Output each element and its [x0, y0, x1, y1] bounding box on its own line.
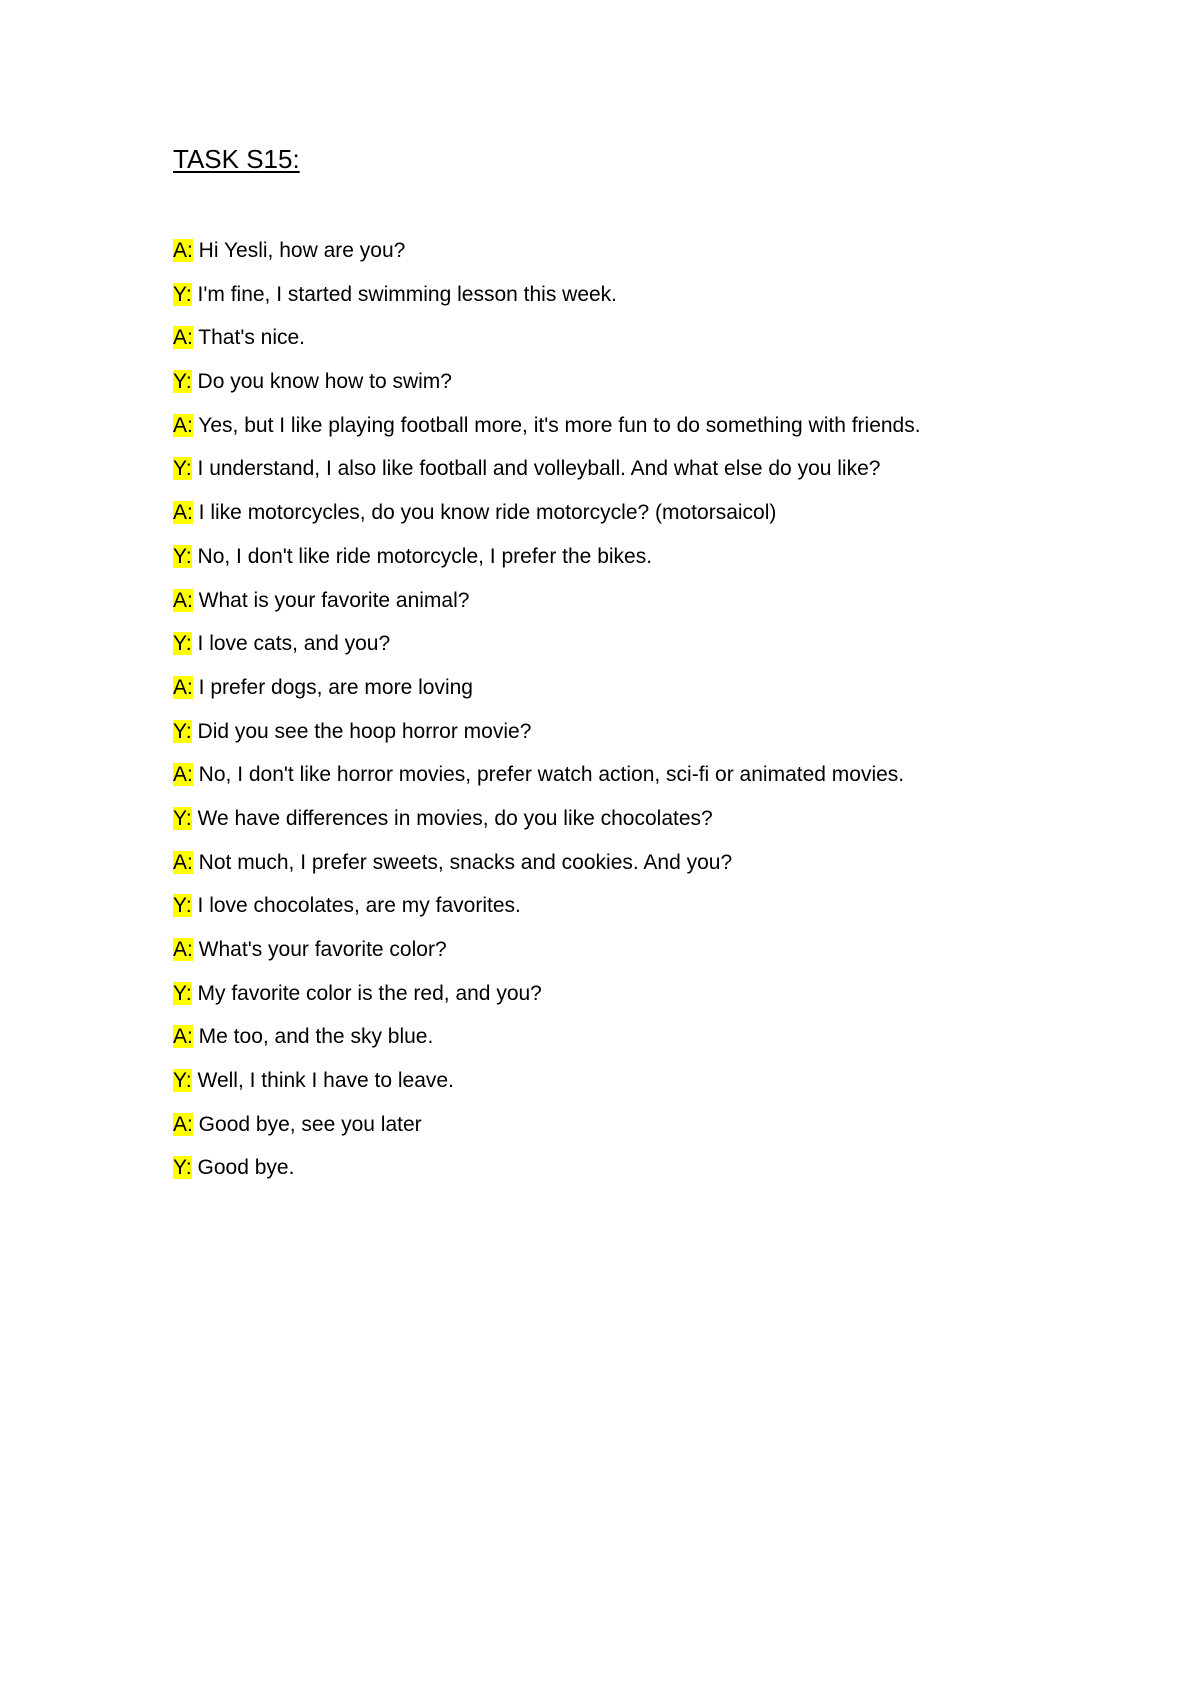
speaker-label: A:: [173, 850, 193, 874]
speaker-label: A:: [173, 938, 193, 961]
speaker-label: Y:: [173, 1069, 192, 1093]
line-text: I love chocolates, are my favorites.: [191, 894, 521, 918]
speaker-label: A:: [173, 326, 193, 350]
dialogue-line: [173, 1066, 1173, 1110]
line-text: Yes, but I like playing football more, it's more fun to do something with friends.: [192, 413, 921, 437]
dialogue-line: [173, 673, 1173, 717]
speaker-label: Y:: [173, 719, 192, 743]
line-text: What's your favorite color?: [192, 938, 447, 961]
line-text: I prefer dogs, are more loving: [192, 675, 473, 699]
speaker-label: Y:: [173, 632, 192, 656]
line-text: Not much, I prefer sweets, snacks and cookies. And you?: [192, 850, 733, 874]
dialogue-line: [173, 323, 1173, 367]
speaker-label: A:: [173, 413, 193, 437]
line-text: Well, I think I have to leave.: [191, 1069, 454, 1093]
speaker-label: Y:: [173, 894, 192, 918]
speaker-label: A:: [173, 1025, 193, 1049]
line-text: Did you see the hoop horror movie?: [191, 719, 532, 743]
speaker-label: Y:: [173, 457, 192, 481]
line-text: I'm fine, I started swimming lesson this week.: [191, 282, 618, 306]
line-text: What is your favorite animal?: [192, 588, 470, 612]
line-text: We have differences in movies, do you like chocolates?: [191, 806, 713, 830]
line-text: No, I don't like horror movies, prefer watch action, sci-fi or animated movies.: [192, 763, 905, 787]
dialogue-line: [173, 1153, 1173, 1197]
speaker-label: Y:: [173, 370, 192, 394]
line-text: I understand, I also like football and volleyball. And what else do you like?: [191, 457, 881, 481]
dialogue-line: [173, 236, 1173, 280]
speaker-label: A:: [173, 763, 193, 787]
line-text: My favorite color is the red, and you?: [191, 981, 542, 1005]
dialogue-line: [173, 586, 1173, 630]
line-text: Do you know how to swim?: [191, 370, 452, 394]
speaker-label: A:: [173, 588, 193, 612]
speaker-label: A:: [173, 239, 193, 262]
dialogue-line: [173, 280, 1173, 324]
dialogue-line: [173, 804, 1173, 848]
speaker-label: Y:: [173, 981, 192, 1005]
speaker-label: Y:: [173, 544, 192, 568]
speaker-label: A:: [173, 675, 193, 699]
dialogue-line: [173, 454, 1173, 498]
speaker-label: Y:: [173, 282, 192, 306]
line-text: I love cats, and you?: [191, 632, 391, 656]
speaker-label: A:: [173, 501, 193, 525]
line-text: No, I don't like ride motorcycle, I prefer the bikes.: [191, 544, 653, 568]
dialogue-line: [173, 1110, 1173, 1154]
line-text: Good bye, see you later: [192, 1112, 422, 1136]
dialogue-line: [173, 498, 1173, 542]
line-text: Hi Yesli, how are you?: [192, 239, 406, 262]
line-text: I like motorcycles, do you know ride motorcycle? (motorsaicol): [192, 501, 777, 525]
line-text: Me too, and the sky blue.: [192, 1025, 434, 1049]
dialogue-line: [173, 629, 1173, 673]
dialogue-line: [173, 717, 1173, 761]
dialogue-line: [173, 891, 1173, 935]
page-title: TASK S15:: [173, 144, 300, 174]
dialogue-line: [173, 760, 1173, 804]
speaker-label: Y:: [173, 806, 192, 830]
speaker-label: Y:: [173, 1156, 192, 1180]
dialogue-list: [173, 236, 1173, 1197]
dialogue-line: [173, 935, 1173, 979]
dialogue-line: [173, 1022, 1173, 1066]
dialogue-line: [173, 848, 1173, 892]
dialogue-line: [173, 979, 1173, 1023]
dialogue-line: [173, 542, 1173, 586]
line-text: Good bye.: [191, 1156, 295, 1180]
dialogue-line: [173, 411, 1173, 455]
speaker-label: A:: [173, 1112, 193, 1136]
dialogue-line: [173, 367, 1173, 411]
line-text: That's nice.: [192, 326, 306, 350]
